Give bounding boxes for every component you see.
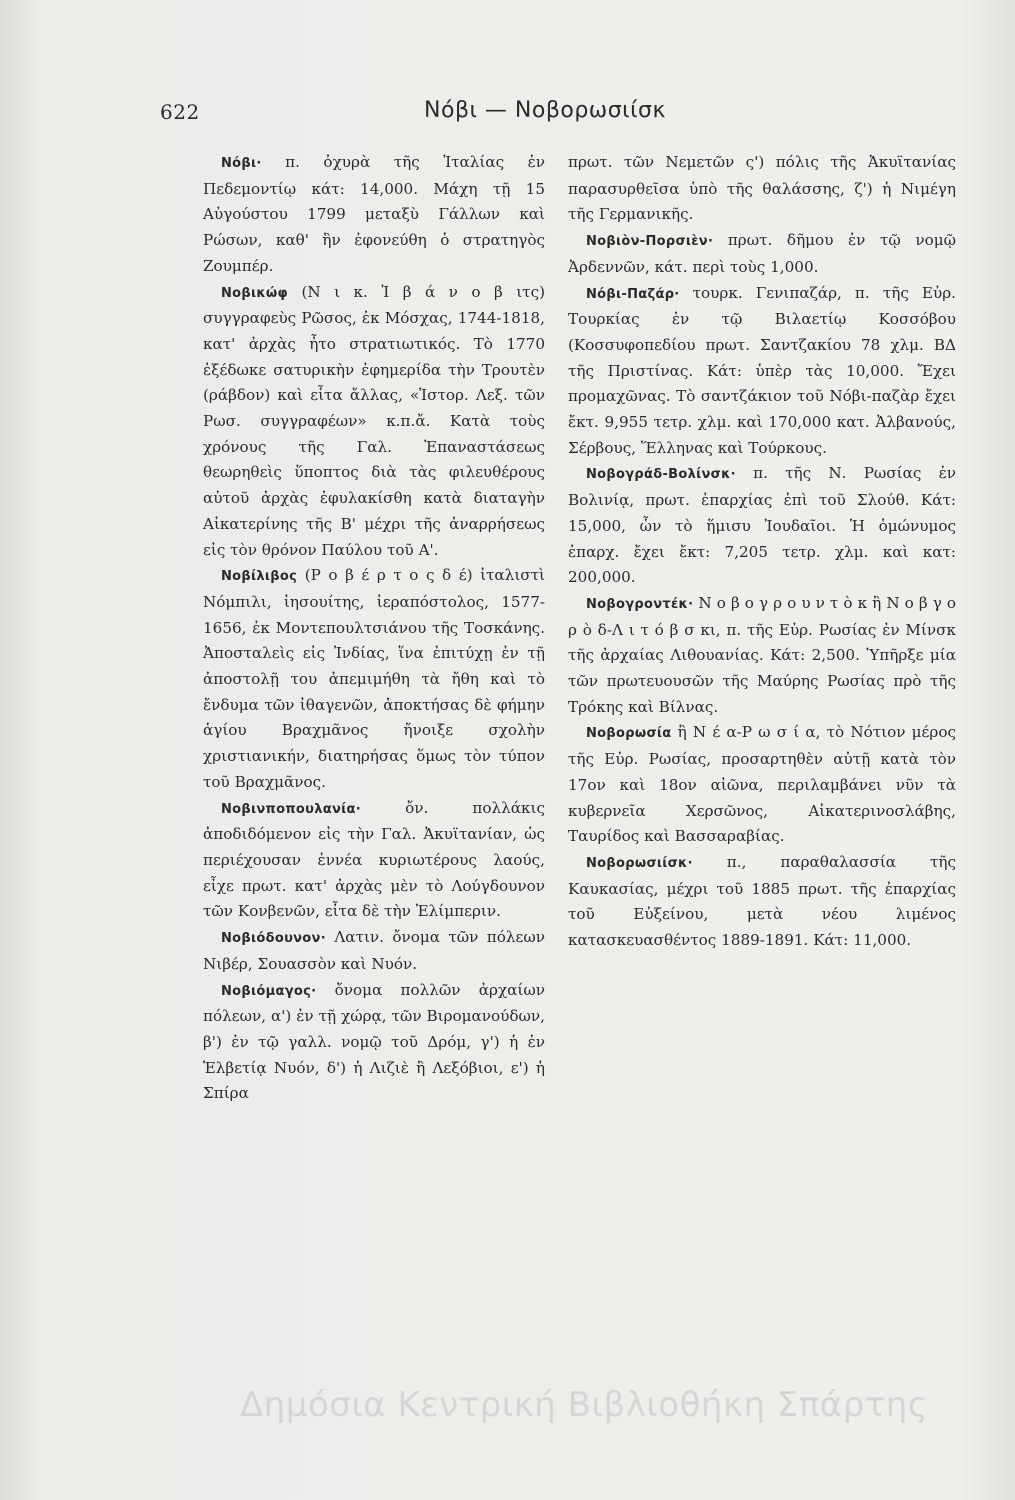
entry-continuation [568,150,956,228]
entry-text: π., παραθαλασσία τῆς Καυκασίας, μέχρι τοῦ 1885 πρωτ. τῆς ἐπαρχίας τοῦ Εὐξείνου, μετὰ νέου λιμένος κατασκευασθέντος 1889-1891. Κάτ: 11,000. [568,852,957,950]
entry [203,563,545,795]
entry-text: ὄνομα πολλῶν ἀρχαίων πόλεων, α') ἐν τῇ χώρᾳ, τῶν Βιρομανούδων, β') ἐν τῷ γαλλ. νομῷ τοῦ Δρόμ, γ') ἡ ἐν Ἑλβετίᾳ Νυόν, δ') ἡ Λιζιὲ ἢ Λεξόβιοι, ε') ἡ Σπίρα [203,980,545,1103]
entry [568,850,956,954]
entry-text: ἢ Ν έ α-Ρ ω σ ί α, τὸ Νότιον μέρος τῆς Εὐρ. Ρωσίας, προσαρτηθὲν αὐτῇ κατὰ τὸν 17ον καὶ 18ον αἰῶνα, περιλαμβάνει νῦν τὰ κυβερνεῖα Χερσῶνος, Αἰκατερινοσλάβης, Ταυρίδος καὶ Βασσαραβίας. [568,723,956,846]
entry-headword: Νοβιόδουνον· [221,931,326,947]
entry [568,720,956,850]
entry-headword: Νοβορωσιίσκ· [586,855,693,871]
entry [568,461,956,591]
entry-headword: Νοβογροντέκ· [586,596,694,612]
entry-text: Λατιν. ὄνομα τῶν πόλεων Νιβέρ, Σουασσὸν καὶ Νυόν. [203,928,546,973]
entry [203,978,545,1108]
entry-headword: Νοβιὸν-Πορσιὲν· [586,234,714,250]
entry-headword: Νοβίλιβος [221,569,298,585]
entry [203,925,545,977]
entry [568,591,956,721]
entry [203,280,545,564]
entry-text: π. ὀχυρὰ τῆς Ἰταλίας ἐν Πεδεμοντίῳ κάτ: 14,000. Μάχη τῇ 15 Αὐγούστου 1799 μεταξὺ Γάλλων καὶ Ρώσων, καθ' ἣν ἐφονεύθη ὁ στρατηγὸς Ζουμπέρ. [203,153,545,275]
right-column [568,150,956,954]
entry-text: (Ρ ο β έ ρ τ ο ς δ έ) ἰταλιστὶ Νόμπιλι, ἰησουίτης, ἱεραπόστολος, 1577-1656, ἐκ Μοντεπουλτσιάνου τῆς Τοσκάνης. Ἀποσταλεὶς εἰς Ἰνδίας, ἵνα ἐπιτύχῃ ἐν τῇ ἀποστολῇ του ἀπεμιμήθη τὰ ἤθη καὶ τὸ ἔνδυμα τῶν ἰθαγενῶν, ἀποκτήσας δὲ φήμην ἁγίου Βραχμᾶνος ἤνοιξε σχολὴν χριστιανικήν, διατηρήσας ὅμως τὸν τύπον τοῦ Βραχμᾶνος. [203,566,545,791]
entry [203,796,545,926]
entry-headword: Νοβορωσία [586,726,672,742]
left-column [203,150,545,1107]
entry-text: τουρκ. Γενιπαζάρ, π. τῆς Εὐρ. Τουρκίας ἐν τῷ Βιλαετίῳ Κοσσόβου (Κοσσυφοπεδίου πρωτ. Σαντζακίου 78 χλμ. ΒΔ τῆς Πριστίνας. Κάτ: ὑπὲρ τὰς 10,000. Ἔχει προμαχῶνας. Τὸ σαντζάκιον τοῦ Νόβι-παζὰρ ἔχει ἔκτ. 9,955 τετρ. χλμ. καὶ 170,000 κατ. Ἀλβανούς, Σέρβους, Ἕλληνας καὶ Τούρκους. [568,283,956,457]
running-title: Νόβι — Νοβορωσιίσκ [424,98,666,123]
entry-headword: Νοβινποπουλανία· [221,801,361,817]
entry-text: π. τῆς Ν. Ρωσίας ἐν Βολινίᾳ, πρωτ. ἐπαρχίας ἐπὶ τοῦ Σλούθ. Κάτ: 15,000, ὧν τὸ ἥμισυ Ἰουδαῖοι. Ἡ ὁμώνυμος ἐπαρχ. ἔχει ἔκτ: 7,205 τετρ. χλμ. καὶ κατ: 200,000. [568,464,956,587]
page-number: 622 [160,100,200,124]
entry-text: (Ν ι κ. Ἰ β ά ν ο β ιτς) συγγραφεὺς Ρῶσος, ἐκ Μόσχας, 1744-1818, κατ' ἀρχὰς ἦτο στρατιωτικός. Τὸ 1770 ἐξέδωκε σατυρικὴν ἐφημερίδα τὴν Τρουτὲν (ράβδον) καὶ εἶτα ἄλλας, «Ἱστορ. Λεξ. τῶν Ρωσ. συγγραφέων» κ.π.ἄ. Κατὰ τοὺς χρόνους τῆς Γαλ. Ἐπαναστάσεως θεωρηθεὶς ὕποπτος διὰ τὰς φιλευθέρους αὐτοῦ ἀρχὰς ἐφυλακίσθη κατὰ διαταγὴν Αἰκατερίνης τῆς Β' μέχρι τῆς ἀναρρήσεως εἰς τὸν θρόνον Παύλου τοῦ Α'. [203,282,545,559]
entry-text: πρωτ. τῶν Νεμετῶν ς') πόλις τῆς Ἀκυϊτανίας παρασυρθεῖσα ὑπὸ τῆς θαλάσσης, ζ') ἡ Νιμέγη τῆς Γερμανικῆς. [568,153,956,224]
entry-text: Ν ο β ο γ ρ ο υ ν τ ὸ κ ἢ Ν ο β γ ο ρ ὸ δ-Λ ι τ ό β σ κι, π. τῆς Εὐρ. Ρωσίας ἐν Μίνσκ τῆς ἀρχαίας Λιθουανίας. Κάτ: 2,500. Ὑπῆρξε μία τῶν πρωτευουσῶν τῆς Μαύρης Ρωσίας πρὸ τῆς Τρόκης καὶ Βίλνας. [568,593,957,716]
entry-text: πρωτ. δῆμου ἐν τῷ νομῷ Ἀρδεννῶν, κάτ. περὶ τοὺς 1,000. [568,231,957,276]
entry-headword: Νόβι-Παζάρ· [586,286,680,302]
entry [568,281,956,462]
entry-headword: Νόβι· [221,156,262,171]
entry-headword: Νοβικώφ [221,285,288,301]
entry-text: ὄν. πολλάκις ἀποδιδόμενον εἰς τὴν Γαλ. Ἀκυϊτανίαν, ὡς περιέχουσαν ἐννέα κυριωτέρους λαούς, εἶχε πρωτ. κατ' ἀρχὰς μὲν τὸ Λούγδουνον τῶν Κονβενῶν, εἶτα δὲ τὴν Ἐλίμπεριν. [203,798,545,921]
entry [203,150,545,280]
entry-headword: Νοβιόμαγος· [221,983,317,999]
entry-headword: Νοβογράδ-Βολίνσκ· [586,467,736,483]
library-watermark: Δημόσια Κεντρική Βιβλιοθήκη Σπάρτης [240,1385,929,1425]
entry [568,228,956,280]
